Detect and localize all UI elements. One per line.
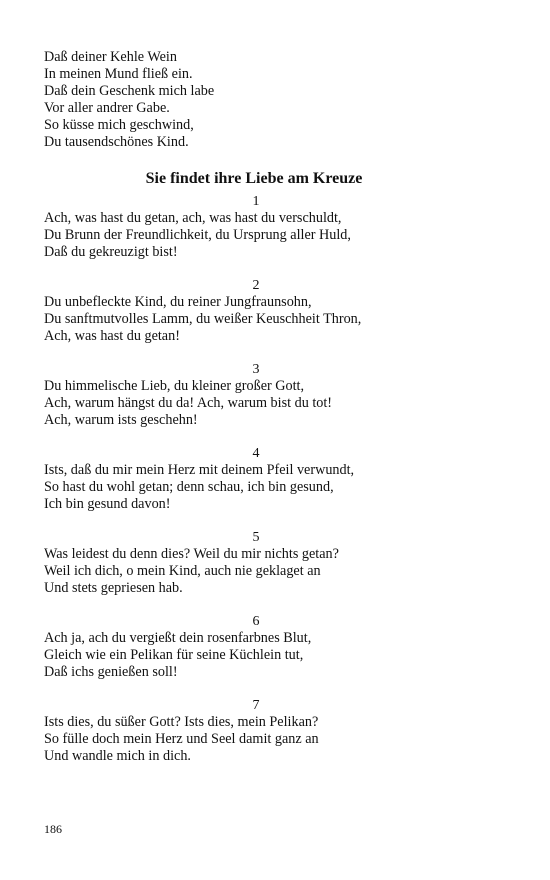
verse-line: Daß dein Geschenk mich labe <box>44 83 215 99</box>
verse-line: Daß du gekreuzigt bist! <box>44 244 178 260</box>
stanza-7 <box>44 697 474 765</box>
stanza-1 <box>44 193 474 261</box>
verse-line: So hast du wohl getan; denn schau, ich bin gesund, <box>44 479 334 495</box>
verse-line: Und stets gepriesen hab. <box>44 580 183 596</box>
poem-title: Sie findet ihre Liebe am Kreuze <box>145 170 363 187</box>
verse-line: So fülle doch mein Herz und Seel damit ganz an <box>44 731 319 747</box>
verse-line: So küsse mich geschwind, <box>44 117 194 133</box>
verse-line: Und wandle mich in dich. <box>44 748 191 764</box>
stanza-number: 3 <box>252 362 260 377</box>
stanza-number: 2 <box>252 278 260 293</box>
verse-line: Daß ichs genießen soll! <box>44 664 178 680</box>
verse-line: Ists dies, du süßer Gott? Ists dies, mein Pelikan? <box>44 714 319 730</box>
stanza-number: 6 <box>252 614 260 629</box>
stanza-number: 5 <box>252 530 260 545</box>
verse-line: Du himmelische Lieb, du kleiner großer Gott, <box>44 378 305 394</box>
intro-stanza <box>44 49 474 151</box>
stanza-3 <box>44 361 474 429</box>
book-page <box>44 49 474 781</box>
verse-line: Ach, was hast du getan, ach, was hast du verschuldt, <box>44 210 342 226</box>
verse-line: Ach, warum ists geschehn! <box>44 412 198 428</box>
verse-line: Ach, was hast du getan! <box>44 328 180 344</box>
verse-line: Du Brunn der Freundlichkeit, du Ursprung aller Huld, <box>44 227 351 243</box>
stanza-6 <box>44 613 474 681</box>
stanza-4 <box>44 445 474 513</box>
verse-line: Ich bin gesund davon! <box>44 496 171 512</box>
stanza-2 <box>44 277 474 345</box>
verse-line: In meinen Mund fließ ein. <box>44 66 193 82</box>
stanza-number: 4 <box>252 446 260 461</box>
verse-line: Daß deiner Kehle Wein <box>44 49 177 65</box>
verse-line: Du tausendschönes Kind. <box>44 134 189 150</box>
stanza-number: 1 <box>252 194 260 209</box>
verse-line: Ists, daß du mir mein Herz mit deinem Pfeil verwundt, <box>44 462 355 478</box>
stanza-number: 7 <box>252 698 260 713</box>
stanza-5 <box>44 529 474 597</box>
page-number: 186 <box>44 822 62 836</box>
verse-line: Vor aller andrer Gabe. <box>44 100 170 116</box>
verse-line: Du sanftmutvolles Lamm, du weißer Keuschheit Thron, <box>44 311 362 327</box>
verse-line: Ach ja, ach du vergießt dein rosenfarbnes Blut, <box>44 630 312 646</box>
verse-line: Du unbefleckte Kind, du reiner Jungfraunsohn, <box>44 294 312 310</box>
verse-line: Gleich wie ein Pelikan für seine Küchlein tut, <box>44 647 304 663</box>
verse-line: Ach, warum hängst du da! Ach, warum bist du tot! <box>44 395 333 411</box>
verse-line: Weil ich dich, o mein Kind, auch nie geklaget an <box>44 563 321 579</box>
verse-line: Was leidest du denn dies? Weil du mir nichts getan? <box>44 546 339 562</box>
